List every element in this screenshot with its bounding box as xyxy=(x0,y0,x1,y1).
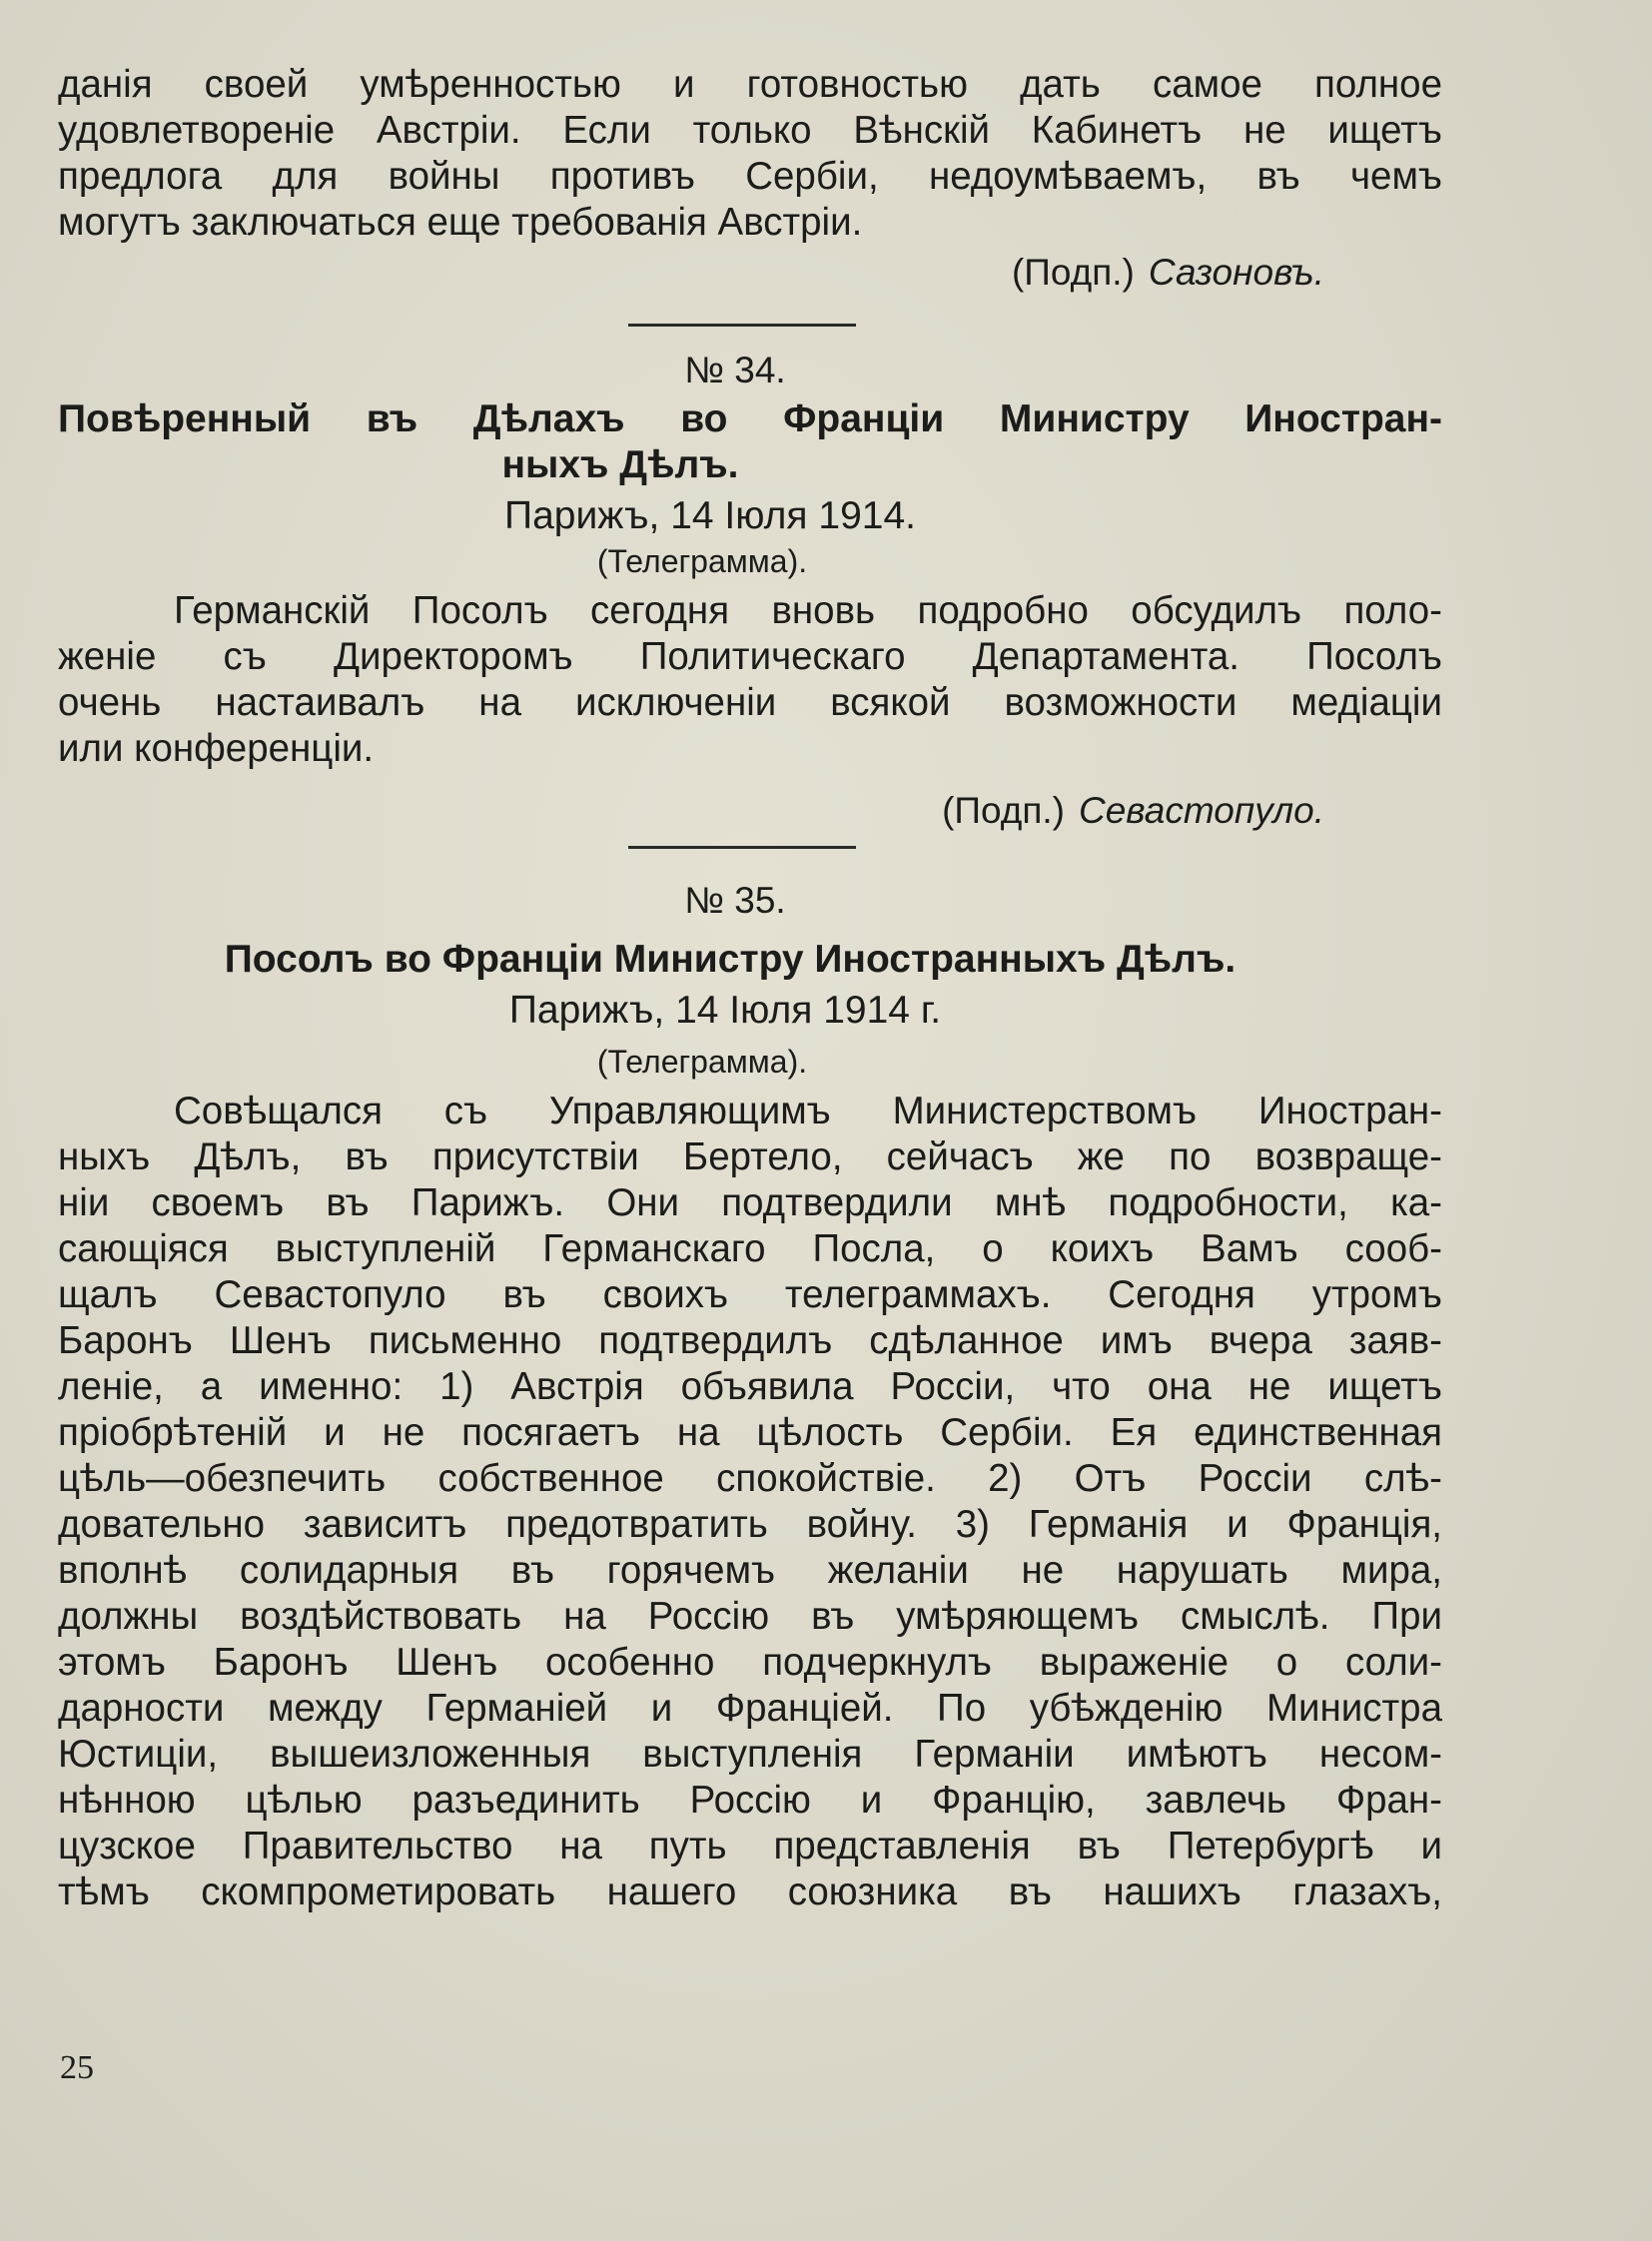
body-line: тѣмъ скомпрометировать нашего союзника въ нашихъ глазахъ, xyxy=(58,1870,1442,1913)
body-line: Совѣщался съ Управляющимъ Министерствомъ Иностран- xyxy=(174,1090,1442,1132)
body-line: этомъ Баронъ Шенъ особенно подчеркнулъ выраженіе о соли- xyxy=(58,1641,1442,1684)
intro-line: удовлетвореніе Австріи. Если только Вѣнскій Кабинетъ не ищетъ xyxy=(58,109,1442,152)
document-type: (Телеграмма). xyxy=(596,543,808,579)
body-line: дарности между Германіей и Франціей. По убѣжденію Министра xyxy=(58,1687,1442,1730)
body-line: нѣнною цѣлью разъединить Россію и Францію, завлечь Фран- xyxy=(58,1779,1442,1822)
body-line: должны воздѣйствовать на Россію въ умѣряющемъ смыслѣ. При xyxy=(58,1595,1442,1638)
document-heading: ныхъ Дѣлъ. xyxy=(501,443,739,486)
body-line: щалъ Севастопуло въ своихъ телеграммахъ. Сегодня утромъ xyxy=(58,1273,1442,1316)
document-type: (Телеграмма). xyxy=(596,1044,808,1080)
body-line: ныхъ Дѣлъ, въ присутствіи Бертело, сейчасъ же по возвраще- xyxy=(58,1135,1442,1178)
signature-name: Севастопуло. xyxy=(1078,790,1324,831)
intro-line: данія своей умѣренностью и готовностью дать самое полное xyxy=(58,63,1442,106)
body-line: цѣль—обезпечить собственное спокойствіе. 2) Отъ Россіи слѣ- xyxy=(58,1457,1442,1500)
body-line: ніи своемъ въ Парижъ. Они подтвердили мнѣ подробности, ка- xyxy=(58,1181,1442,1224)
body-line: очень настаивалъ на исключеніи всякой возможности медіаціи xyxy=(58,681,1442,724)
intro-line: могутъ заключаться еще требованія Австріи. xyxy=(58,201,863,244)
intro-line: предлога для войны противъ Сербіи, недоумѣваемъ, въ чемъ xyxy=(58,155,1442,198)
signature-name: Сазоновъ. xyxy=(1148,252,1324,293)
document-place-date: Парижъ, 14 Іюля 1914. xyxy=(504,494,916,537)
document-number: № 35. xyxy=(684,880,786,921)
signature-prefix: (Подп.) xyxy=(942,790,1065,831)
signature-sazonov xyxy=(58,250,1442,296)
body-line: пріобрѣтеній и не посягаетъ на цѣлость Сербіи. Ея единственная xyxy=(58,1411,1442,1454)
section-divider xyxy=(628,846,856,849)
page-number: 25 xyxy=(60,2049,94,2086)
body-line: цузское Правительство на путь представленія въ Петербургѣ и xyxy=(58,1825,1442,1868)
body-line: сающіяся выступленій Германскаго Посла, о коихъ Вамъ сооб- xyxy=(58,1227,1442,1270)
document-place-date: Парижъ, 14 Іюля 1914 г. xyxy=(508,989,942,1032)
text-column xyxy=(58,62,1442,1915)
body-line: Германскій Посолъ сегодня вновь подробно обсудилъ поло- xyxy=(174,589,1442,632)
document-heading: Посолъ во Франціи Министру Иностранныхъ Дѣлъ. xyxy=(224,938,1237,981)
body-line: Юстиціи, вышеизложенныя выступленія Германіи имѣютъ несом- xyxy=(58,1733,1442,1776)
document-number: № 34. xyxy=(684,350,786,390)
signature-prefix: (Подп.) xyxy=(1011,252,1135,293)
body-line: Баронъ Шенъ письменно подтвердилъ сдѣланное имъ вчера заяв- xyxy=(58,1319,1442,1362)
document-heading: Повѣренный въ Дѣлахъ во Франціи Министру Иностран- xyxy=(58,397,1442,440)
section-divider xyxy=(628,324,856,327)
signature-sevastopulo xyxy=(58,788,1442,834)
body-line: женіе съ Директоромъ Политическаго Департамента. Посолъ xyxy=(58,635,1442,678)
body-line: или конференціи. xyxy=(58,727,375,770)
body-line: леніе, а именно: 1) Австрія объявила Россіи, что она не ищетъ xyxy=(58,1365,1442,1408)
body-line: довательно зависитъ предотвратить войну. 3) Германія и Франція, xyxy=(58,1503,1442,1546)
body-line: вполнѣ солидарныя въ горячемъ желаніи не нарушать мира, xyxy=(58,1549,1442,1592)
